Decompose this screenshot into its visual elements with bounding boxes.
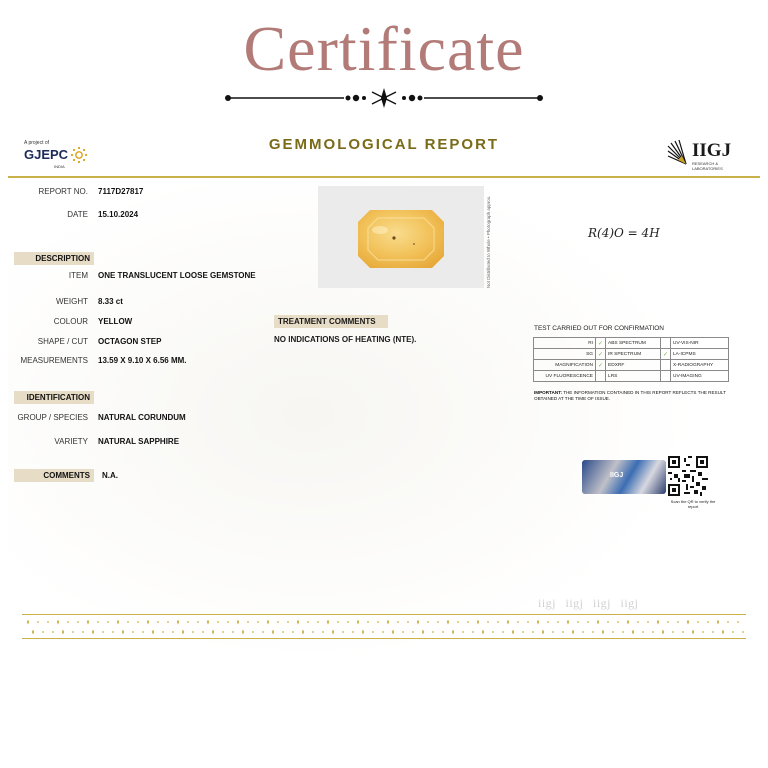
- check-icon: [660, 338, 670, 349]
- group-value: NATURAL CORUNDUM: [98, 413, 186, 422]
- gjepc-name: GJEPC: [24, 147, 69, 162]
- variety-label: VARIETY: [54, 437, 88, 446]
- flourish-divider-icon: [224, 86, 544, 110]
- security-hologram: [582, 460, 666, 494]
- test-cell: UV-VIS-NIR: [670, 338, 728, 349]
- treatment-value: NO INDICATIONS OF HEATING (NTE).: [274, 335, 417, 344]
- check-icon: ✓: [596, 360, 606, 371]
- check-icon: ✓: [596, 349, 606, 360]
- variety-value: NATURAL SAPPHIRE: [98, 437, 180, 446]
- test-cell: LRS: [606, 371, 661, 382]
- iigj-watermark: iigj iigj iigj iigj: [538, 596, 639, 610]
- shape-label: SHAPE / CUT: [37, 337, 88, 346]
- iigj-sub: RESEARCH & LABORATORIES: [692, 161, 723, 171]
- description-heading: DESCRIPTION: [14, 252, 94, 265]
- decorative-dot-band: [22, 614, 746, 640]
- weight-label: WEIGHT: [56, 297, 88, 306]
- test-cell: EDXRF: [606, 360, 661, 371]
- iigj-logo: [666, 134, 746, 170]
- item-value: ONE TRANSLUCENT LOOSE GEMSTONE: [98, 271, 256, 280]
- important-label: IMPORTANT:: [534, 390, 562, 395]
- handwritten-note: R(4)O = 4H: [588, 226, 660, 240]
- measurements-value: 13.59 X 9.10 X 6.56 MM.: [98, 356, 187, 365]
- footer-band-bottom-line: [22, 638, 746, 639]
- report-title: GEMMOLOGICAL REPORT: [268, 136, 500, 153]
- weight-value: 8.33 ct: [98, 297, 123, 306]
- tests-table: [533, 337, 729, 382]
- colour-value: YELLOW: [98, 317, 133, 326]
- table-row: [534, 360, 729, 371]
- certificate-banner-title: Certificate: [243, 13, 525, 84]
- group-row: [8, 412, 760, 423]
- comments-heading: COMMENTS: [14, 469, 94, 482]
- iigj-name: IIGJ: [692, 140, 732, 161]
- test-cell: X-RADIOGRAPHY: [670, 360, 728, 371]
- check-icon: ✓: [660, 349, 670, 360]
- treatment-heading: TREATMENT COMMENTS: [274, 315, 388, 328]
- colour-label: COLOUR: [53, 317, 88, 326]
- check-icon: [660, 371, 670, 382]
- date-label: DATE: [67, 210, 88, 219]
- group-label: GROUP / SPECIES: [17, 413, 88, 422]
- tests-title: TEST CARRIED OUT FOR CONFIRMATION: [534, 325, 665, 332]
- check-icon: [596, 371, 606, 382]
- gjepc-sub: INDIA: [54, 164, 65, 169]
- test-cell: LA-ICPMS: [670, 349, 728, 360]
- test-cell: UV FLUORESCENCE: [534, 371, 596, 382]
- photo-side-note: Not Distributed to Whole • Photograph approx.: [486, 195, 491, 288]
- qr-code-icon[interactable]: [668, 456, 708, 496]
- certificate-sheet: [8, 122, 760, 652]
- report-number-value: 7117D27817: [98, 187, 144, 196]
- item-label: ITEM: [68, 271, 88, 280]
- table-row: [534, 371, 729, 382]
- check-icon: [660, 360, 670, 371]
- comments-row: [102, 470, 162, 481]
- test-cell: MAGNIFICATION: [534, 360, 596, 371]
- hologram-text: IIGJ: [610, 472, 624, 479]
- shape-value: OCTAGON STEP: [98, 337, 162, 346]
- test-cell: IR SPECTRUM: [606, 349, 661, 360]
- yellow-sapphire-gem-icon: [318, 186, 484, 288]
- date-value: 15.10.2024: [98, 210, 139, 219]
- qr-caption: Scan the QR to verify the report: [670, 499, 716, 509]
- table-row: [534, 349, 729, 360]
- gemstone-photo: [318, 186, 484, 288]
- test-cell: RI: [534, 338, 596, 349]
- report-number-label: REPORT NO.: [38, 187, 88, 196]
- weight-row: [8, 296, 760, 307]
- iigj-rays-icon: [666, 138, 690, 166]
- test-cell: ABS SPECTRUM: [606, 338, 661, 349]
- table-row: [534, 338, 729, 349]
- gjepc-project-text: A project of: [24, 140, 50, 146]
- header-divider: [8, 176, 760, 178]
- identification-heading: IDENTIFICATION: [14, 391, 94, 404]
- test-cell: UV-IMAGING: [670, 371, 728, 382]
- variety-row: [8, 436, 760, 447]
- test-cell: SG: [534, 349, 596, 360]
- important-note: [534, 390, 734, 402]
- measurements-label: MEASUREMENTS: [20, 356, 88, 365]
- important-text: THE INFORMATION CONTAINED IN THIS REPORT REFLECTS THE RESULT OBTAINED AT THE TIME OF ISSUE.: [534, 390, 726, 401]
- comments-value: N.A.: [102, 471, 118, 480]
- check-icon: ✓: [596, 338, 606, 349]
